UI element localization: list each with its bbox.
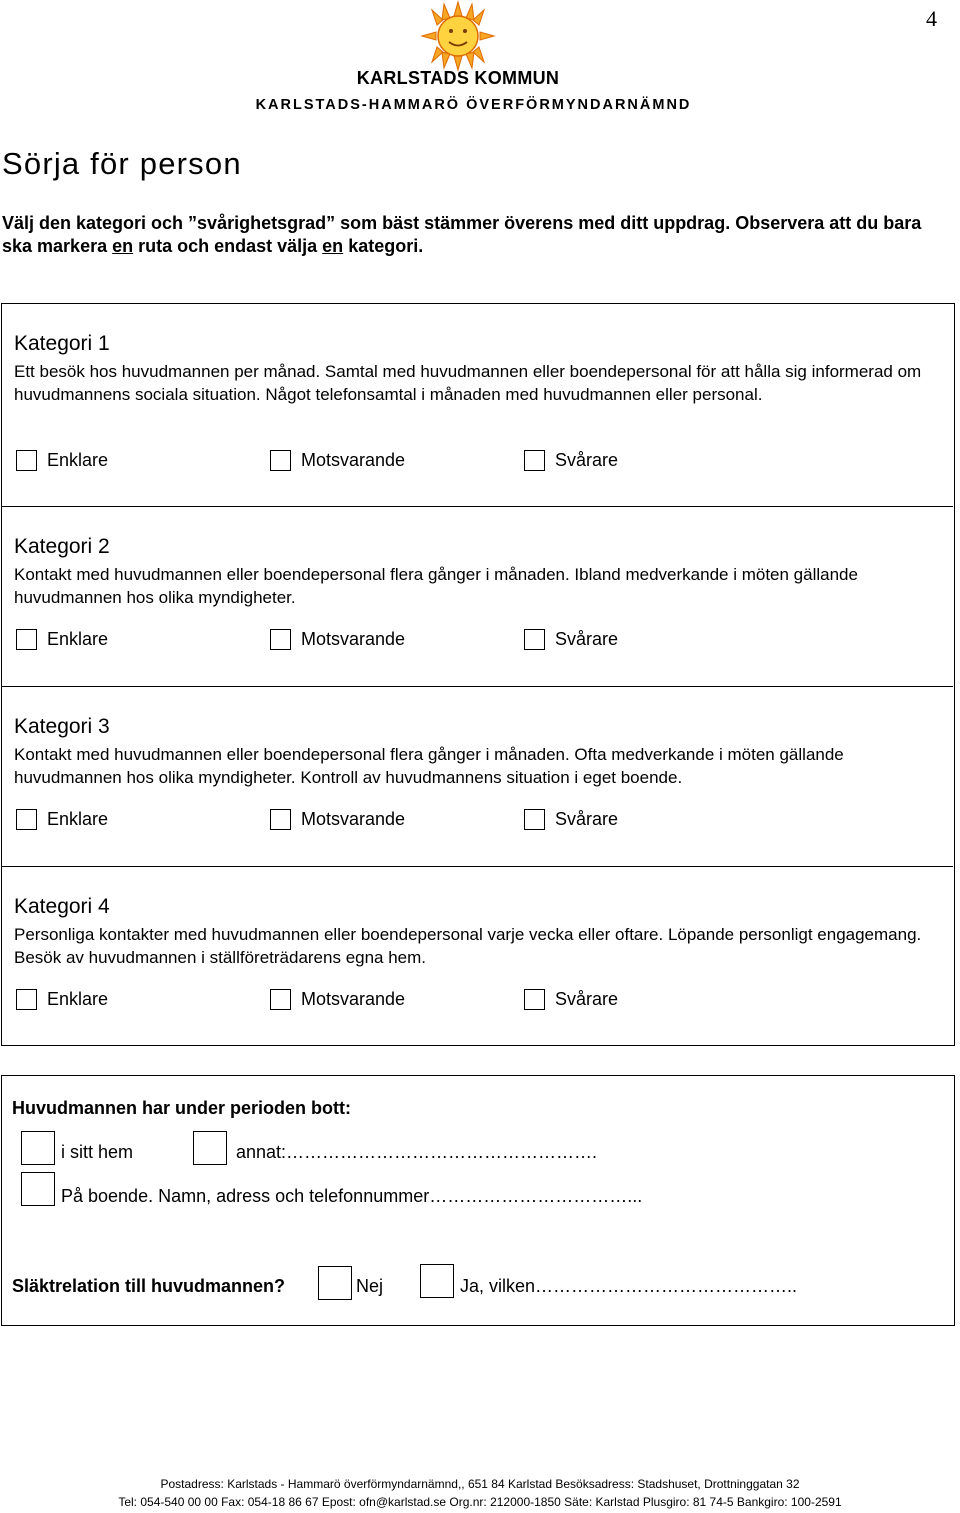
- checkbox[interactable]: [16, 629, 37, 650]
- intro-underline-2: en: [322, 236, 344, 256]
- checkbox[interactable]: [270, 450, 291, 471]
- residence-box: [1, 1075, 955, 1326]
- checkbox[interactable]: [270, 809, 291, 830]
- option-label: Motsvarande: [301, 989, 406, 1009]
- checkbox[interactable]: [524, 809, 545, 830]
- category-table: [1, 303, 955, 1046]
- other-field[interactable]: annat:…………………………………………….: [236, 1142, 598, 1162]
- option-label: Motsvarande: [301, 809, 406, 829]
- checkbox[interactable]: [524, 450, 545, 471]
- relation-question: Släktrelation till huvudmannen?: [12, 1276, 286, 1296]
- option-label: Svårare: [555, 629, 619, 649]
- category-4-title: Kategori 4: [14, 895, 110, 918]
- category-2-description: Kontakt med huvudmannen eller boendepersonal flera gånger i månaden. Ibland medverkande i möten gällande huvudmannen hos olika myndigheter.: [14, 565, 858, 607]
- instructions: [2, 212, 932, 258]
- intro-text-2: ruta och endast välja: [133, 236, 323, 256]
- checkbox[interactable]: [16, 450, 37, 471]
- category-2-section: [2, 507, 953, 687]
- org-subtitle: KARLSTADS-HAMMARÖ ÖVERFÖRMYNDARNÄMND: [255, 97, 692, 113]
- category-1-description: Ett besök hos huvudmannen per månad. Samtal med huvudmannen eller boendepersonal för att hålla sig informerad om huvudmannens sociala situation. Något telefonsamtal i månaden med huvudmannen eller personal.: [14, 362, 922, 404]
- option-label: Motsvarande: [301, 629, 406, 649]
- checkbox[interactable]: [524, 629, 545, 650]
- relation-no-label: Nej: [356, 1276, 384, 1296]
- footer-address: Postadress: Karlstads - Hammarö överförmyndarnämnd,, 651 84 Karlstad Besöksadress: Stadshuset, Drottninggatan 32: [160, 1477, 800, 1491]
- checkbox[interactable]: [524, 989, 545, 1010]
- category-3-description: Kontakt med huvudmannen eller boendepersonal flera gånger i månaden. Ofta medverkande i möten gällande huvudmannen hos olika myndigheter. Kontroll av huvudmannens situation i eget boende.: [14, 745, 844, 787]
- option-label: Enklare: [47, 809, 109, 829]
- sun-logo-icon: [418, 0, 498, 72]
- facility-checkbox[interactable]: [21, 1172, 55, 1206]
- checkbox[interactable]: [270, 989, 291, 1010]
- intro-underline-1: en: [112, 236, 134, 256]
- intro-text-1: Välj den kategori och ”svårighetsgrad” som bäst stämmer överens med ditt uppdrag. Observera att du bara ska markera: [2, 213, 922, 256]
- option-label: Enklare: [47, 450, 109, 470]
- category-4-description: Personliga kontakter med huvudmannen eller boendepersonal varje vecka eller oftare. Löpande personligt engagemang. Besök av huvudmannen i ställföreträdarens egna hem.: [14, 925, 922, 967]
- category-1-section: [2, 304, 953, 507]
- relation-yes-field[interactable]: Ja, vilken……………………………………..: [460, 1276, 798, 1296]
- own-home-label: i sitt hem: [61, 1142, 134, 1162]
- checkbox[interactable]: [16, 989, 37, 1010]
- page-title: Sörja för person: [2, 146, 242, 181]
- option-label: Svårare: [555, 989, 619, 1009]
- option-label: Svårare: [555, 809, 619, 829]
- page-number: 4: [926, 6, 937, 31]
- org-name: KARLSTADS KOMMUN: [356, 68, 560, 88]
- option-label: Enklare: [47, 989, 109, 1009]
- category-1-title: Kategori 1: [14, 332, 110, 355]
- own-home-checkbox[interactable]: [21, 1131, 55, 1165]
- residence-heading: Huvudmannen har under perioden bott:: [12, 1098, 352, 1118]
- category-4-section: [2, 867, 953, 1044]
- option-label: Svårare: [555, 450, 619, 470]
- relation-yes-checkbox[interactable]: [420, 1264, 454, 1298]
- checkbox[interactable]: [16, 809, 37, 830]
- intro-text-3: kategori.: [343, 236, 424, 256]
- category-3-section: [2, 687, 953, 867]
- footer-contact: Tel: 054-540 00 00 Fax: 054-18 86 67 Epost: ofn@karlstad.se Org.nr: 212000-1850 Säte: Karlstad Plusgiro: 81 74-5 Bankgiro: 100-2591: [118, 1495, 842, 1509]
- category-3-title: Kategori 3: [14, 715, 110, 738]
- option-label: Enklare: [47, 629, 109, 649]
- option-label: Motsvarande: [301, 450, 406, 470]
- relation-no-checkbox[interactable]: [318, 1266, 352, 1300]
- facility-field[interactable]: På boende. Namn, adress och telefonnummer……………………………...: [61, 1186, 643, 1206]
- other-checkbox[interactable]: [193, 1131, 227, 1165]
- checkbox[interactable]: [270, 629, 291, 650]
- category-2-title: Kategori 2: [14, 535, 110, 558]
